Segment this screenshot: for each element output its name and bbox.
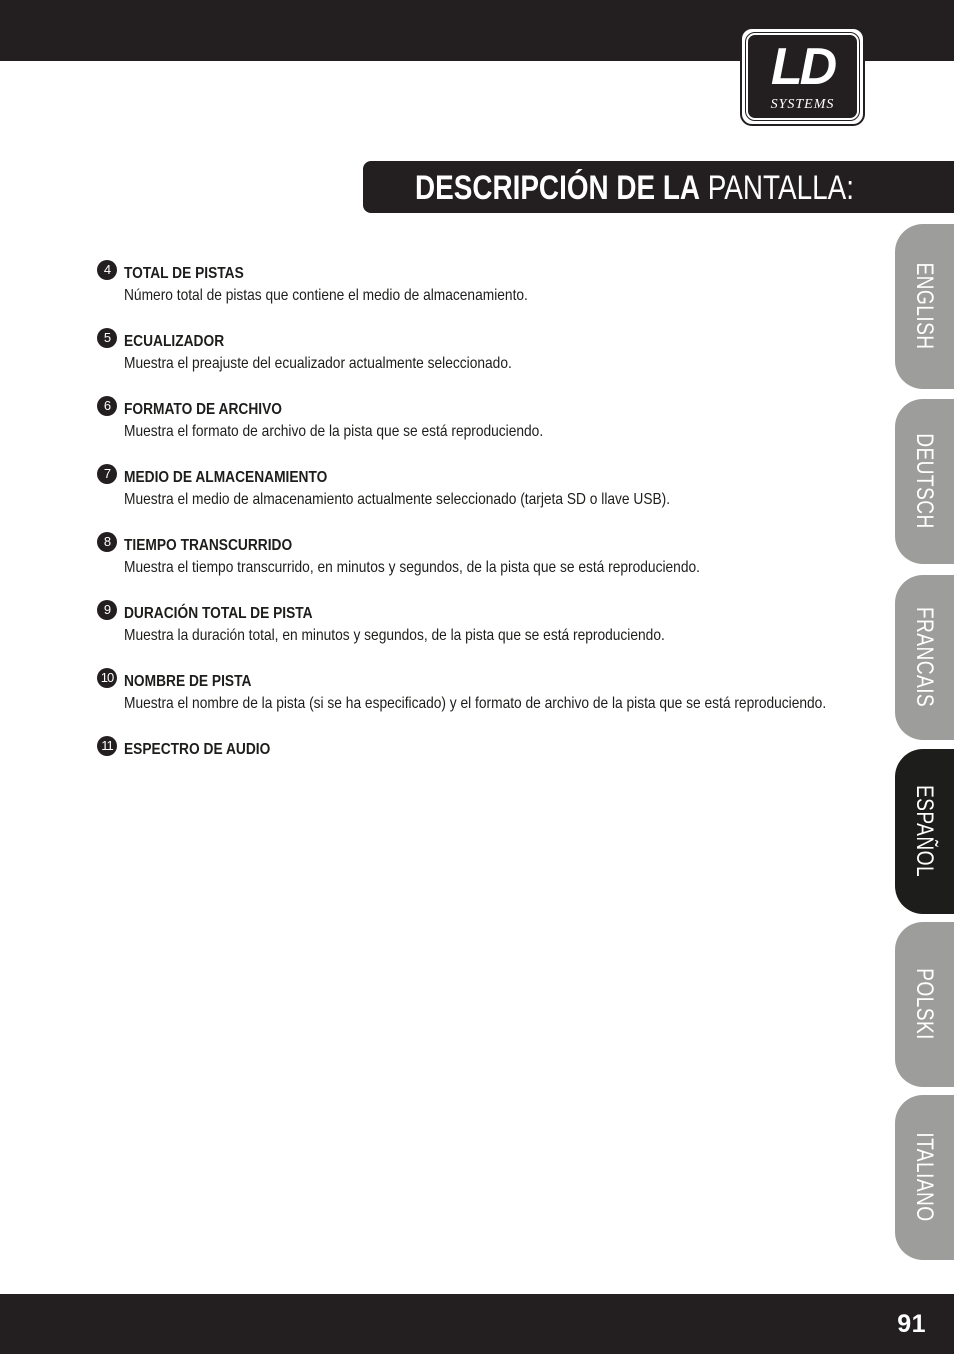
item-number-badge: 6: [97, 396, 117, 416]
logo-badge: [746, 33, 859, 120]
logo-subtext: SYSTEMS: [770, 97, 835, 112]
item-title: TIEMPO TRANSCURRIDO: [124, 537, 293, 554]
tab-francais[interactable]: [895, 575, 954, 740]
list-item: [97, 259, 877, 327]
page-title-bold: DESCRIPCIÓN DE LA: [415, 169, 701, 207]
item-number-badge: 5: [97, 328, 117, 348]
bottom-bar: [0, 1294, 954, 1354]
tab-italiano-label: ITALIANO: [911, 1132, 938, 1222]
item-title: MEDIO DE ALMACENAMIENTO: [124, 469, 328, 486]
tab-italiano[interactable]: [895, 1095, 954, 1260]
list-item: [97, 531, 877, 599]
page-title-light: PANTALLA:: [707, 169, 854, 207]
tab-english-label: ENGLISH: [911, 262, 938, 350]
item-number-badge: 8: [97, 532, 117, 552]
item-number-badge: 4: [97, 260, 117, 280]
item-description: Muestra el tiempo transcurrido, en minutos y segundos, de la pista que se está reproduciendo.: [124, 559, 700, 576]
title-banner: [363, 161, 954, 213]
tab-francais-label: FRANCAIS: [911, 606, 938, 708]
item-description: Muestra el preajuste del ecualizador actualmente seleccionado.: [124, 355, 512, 372]
item-description: Muestra el formato de archivo de la pista que se está reproduciendo.: [124, 423, 544, 440]
tab-polski[interactable]: [895, 922, 954, 1087]
item-title: ESPECTRO DE AUDIO: [124, 741, 271, 758]
tab-polski-label: POLSKI: [911, 968, 938, 1040]
item-description: Número total de pistas que contiene el medio de almacenamiento.: [124, 287, 528, 304]
list-item: [97, 735, 877, 803]
tab-espanol[interactable]: [895, 749, 954, 914]
tab-deutsch-label: DEUTSCH: [911, 433, 938, 529]
item-number-badge: 9: [97, 600, 117, 620]
page-number: 91: [897, 1310, 926, 1338]
list-item: [97, 463, 877, 531]
tab-deutsch[interactable]: [895, 399, 954, 564]
description-list: [97, 259, 877, 803]
item-number-badge: 7: [97, 464, 117, 484]
item-title: NOMBRE DE PISTA: [124, 673, 252, 690]
item-title: TOTAL DE PISTAS: [124, 265, 244, 282]
tab-espanol-label: ESPAÑOL: [911, 784, 938, 878]
logo-mark: LD: [770, 38, 835, 96]
list-item: [97, 395, 877, 463]
ld-systems-logo: [740, 27, 865, 126]
item-title: FORMATO DE ARCHIVO: [124, 401, 282, 418]
item-title: DURACIÓN TOTAL DE PISTA: [124, 605, 313, 622]
item-description: Muestra el medio de almacenamiento actualmente seleccionado (tarjeta SD o llave USB).: [124, 491, 671, 508]
list-item: [97, 327, 877, 395]
tab-english[interactable]: [895, 224, 954, 389]
list-item: [97, 667, 877, 735]
item-description: Muestra el nombre de la pista (si se ha especificado) y el formato de archivo de la pista que se está reproduciendo.: [124, 695, 827, 712]
item-number-badge: 11: [97, 736, 117, 756]
page-title: [415, 168, 854, 208]
item-title: ECUALIZADOR: [124, 333, 225, 350]
list-item: [97, 599, 877, 667]
item-number-badge: 10: [97, 668, 117, 688]
item-description: Muestra la duración total, en minutos y segundos, de la pista que se está reproduciendo.: [124, 627, 665, 644]
